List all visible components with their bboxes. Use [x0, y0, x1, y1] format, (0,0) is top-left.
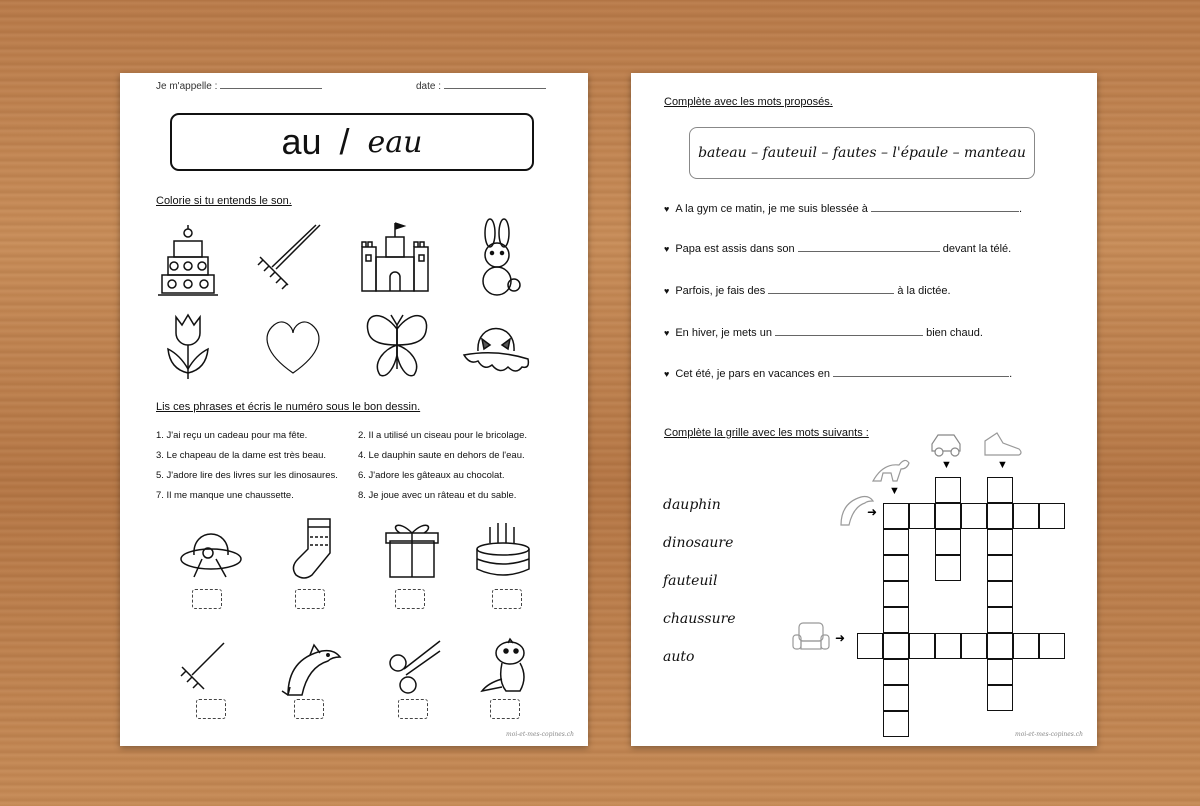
crossword-cell[interactable] [935, 529, 961, 555]
answer-box[interactable] [192, 589, 222, 609]
crossword-cell[interactable] [883, 529, 909, 555]
crossword-cell[interactable] [883, 503, 909, 529]
date-row [416, 81, 546, 92]
date-line [444, 88, 546, 89]
grid-word-fauteuil: fauteuil [663, 573, 718, 589]
sentence-1: 1. J'ai reçu un cadeau pour ma fête. [156, 430, 308, 441]
sentence-3: 3. Le chapeau de la dame est très beau. [156, 450, 327, 461]
sentence-before: Parfois, je fais des [675, 285, 766, 297]
grid-heading: Complète la grille avec les mots suivants : [664, 427, 869, 439]
heart-bullet-icon: ♥ [664, 204, 670, 214]
complete-heading: Complète avec les mots proposés. [664, 96, 833, 108]
sentence-4: 4. Le dauphin saute en dehors de l'eau. [358, 450, 525, 461]
heart-icon [260, 317, 326, 377]
crossword-cell[interactable] [987, 555, 1013, 581]
crossword-cell[interactable] [1013, 503, 1039, 529]
crossword-cell[interactable] [883, 581, 909, 607]
answer-box[interactable] [398, 699, 428, 719]
color-heading: Colorie si tu entends le son. [156, 195, 292, 207]
sentence-before: Papa est assis dans son [675, 243, 795, 255]
butterfly-icon [362, 309, 432, 381]
footer-mark: moi-et-mes-copines.ch [1015, 731, 1083, 738]
answer-box[interactable] [196, 699, 226, 719]
sentence-8: 8. Je joue avec un râteau et du sable. [358, 490, 517, 501]
crossword-cell[interactable] [987, 607, 1013, 633]
crossword-cell[interactable] [935, 477, 961, 503]
crossword-cell[interactable] [883, 711, 909, 737]
crossword-cell[interactable] [909, 503, 935, 529]
rake-icon [178, 641, 226, 691]
crossword-cell[interactable] [1039, 633, 1065, 659]
crossword-cell[interactable] [883, 633, 909, 659]
cake-icon [156, 219, 220, 299]
answer-box[interactable] [395, 589, 425, 609]
heart-bullet-icon: ♥ [664, 369, 670, 379]
name-row [156, 81, 322, 92]
dinosaur-icon [871, 455, 911, 485]
answer-box[interactable] [492, 589, 522, 609]
castle-icon [358, 219, 432, 293]
grid-word-dauphin: dauphin [663, 497, 721, 513]
rake-icon [254, 223, 324, 289]
crossword-cell[interactable] [961, 633, 987, 659]
footer-mark: moi-et-mes-copines.ch [506, 731, 574, 738]
name-label: Je m'appelle : [156, 81, 218, 92]
sentence-after: . [1019, 203, 1023, 215]
fill-sentence-4 [664, 327, 983, 339]
word-bank: bateau – fauteuil – fautes – l'épaule – manteau [689, 127, 1035, 179]
sentence-5: 5. J'adore lire des livres sur les dinosaures. [156, 470, 338, 481]
sentence-before: A la gym ce matin, je me suis blessée à [675, 203, 868, 215]
title-au: au [281, 121, 322, 162]
answer-box[interactable] [295, 589, 325, 609]
fill-sentence-3 [664, 285, 951, 297]
heart-bullet-icon: ♥ [664, 328, 670, 338]
gift-icon [384, 519, 440, 579]
dinosaur-icon [478, 639, 534, 697]
blank-line[interactable] [768, 293, 894, 294]
car-icon [929, 431, 965, 459]
sentence-before: En hiver, je mets un [675, 327, 772, 339]
blank-line[interactable] [871, 211, 1019, 212]
sentence-after: à la dictée. [897, 285, 951, 297]
blank-line[interactable] [775, 335, 923, 336]
scissors-icon [386, 639, 442, 695]
fill-sentence-5 [664, 368, 1012, 380]
crossword-cell[interactable] [1039, 503, 1065, 529]
crossword-cell[interactable] [1013, 633, 1039, 659]
dolphin-icon [280, 641, 342, 697]
read-heading: Lis ces phrases et écris le numéro sous le bon dessin. [156, 401, 421, 413]
crossword-cell[interactable] [857, 633, 883, 659]
crossword-cell[interactable] [987, 503, 1013, 529]
crossword-cell[interactable] [987, 581, 1013, 607]
crossword-cell[interactable] [987, 685, 1013, 711]
hat-icon [178, 519, 244, 581]
crossword-cell[interactable] [883, 659, 909, 685]
sentence-after: . [1009, 368, 1013, 380]
answer-box[interactable] [294, 699, 324, 719]
crossword-cell[interactable] [961, 503, 987, 529]
arrow-down-icon: ▼ [997, 459, 1008, 471]
crossword-cell[interactable] [883, 685, 909, 711]
answer-box[interactable] [490, 699, 520, 719]
sock-icon [286, 517, 336, 581]
tulip-icon [164, 313, 212, 381]
hat-icon [460, 315, 532, 377]
worksheet-right [631, 73, 1097, 746]
sentence-2: 2. Il a utilisé un ciseau pour le bricolage. [358, 430, 527, 441]
date-label: date : [416, 81, 442, 92]
arrow-right-icon: ➜ [835, 631, 846, 645]
name-line [220, 88, 322, 89]
crossword-cell[interactable] [987, 529, 1013, 555]
title-box [170, 113, 534, 171]
heart-bullet-icon: ♥ [664, 244, 670, 254]
arrow-down-icon: ▼ [889, 485, 900, 497]
rabbit-icon [470, 219, 526, 299]
crossword-cell[interactable] [883, 555, 909, 581]
sentence-after: bien chaud. [926, 327, 983, 339]
crossword-cell[interactable] [987, 477, 1013, 503]
heart-bullet-icon: ♥ [664, 286, 670, 296]
sentences-col-1 [156, 426, 366, 506]
sentence-after: devant la télé. [942, 243, 1012, 255]
sentence-before: Cet été, je pars en vacances en [675, 368, 831, 380]
grid-word-dinosaure: dinosaure [663, 535, 734, 551]
armchair-icon [791, 621, 831, 655]
crossword-cell[interactable] [987, 659, 1013, 685]
title-eau: eau [367, 124, 423, 160]
crossword-cell[interactable] [909, 633, 935, 659]
sentence-6: 6. J'adore les gâteaux au chocolat. [358, 470, 505, 481]
arrow-down-icon: ▼ [941, 459, 952, 471]
fill-sentence-2 [664, 243, 1011, 255]
crossword-cell[interactable] [935, 555, 961, 581]
grid-word-auto: auto [663, 649, 695, 665]
crossword-cell[interactable] [935, 633, 961, 659]
title-slash: / [339, 121, 350, 162]
fill-sentence-1 [664, 203, 1022, 215]
crossword-cell[interactable] [883, 607, 909, 633]
shoe-icon [983, 431, 1023, 459]
grid-word-chaussure: chaussure [663, 611, 736, 627]
arrow-right-icon: ➜ [867, 505, 878, 519]
cake-icon [474, 519, 532, 579]
crossword-cell[interactable] [987, 633, 1013, 659]
crossword-cell[interactable] [935, 503, 961, 529]
sentences-col-2 [358, 426, 578, 506]
sentence-7: 7. Il me manque une chaussette. [156, 490, 294, 501]
blank-line[interactable] [798, 251, 940, 252]
blank-line[interactable] [833, 376, 1009, 377]
worksheet-left [120, 73, 588, 746]
